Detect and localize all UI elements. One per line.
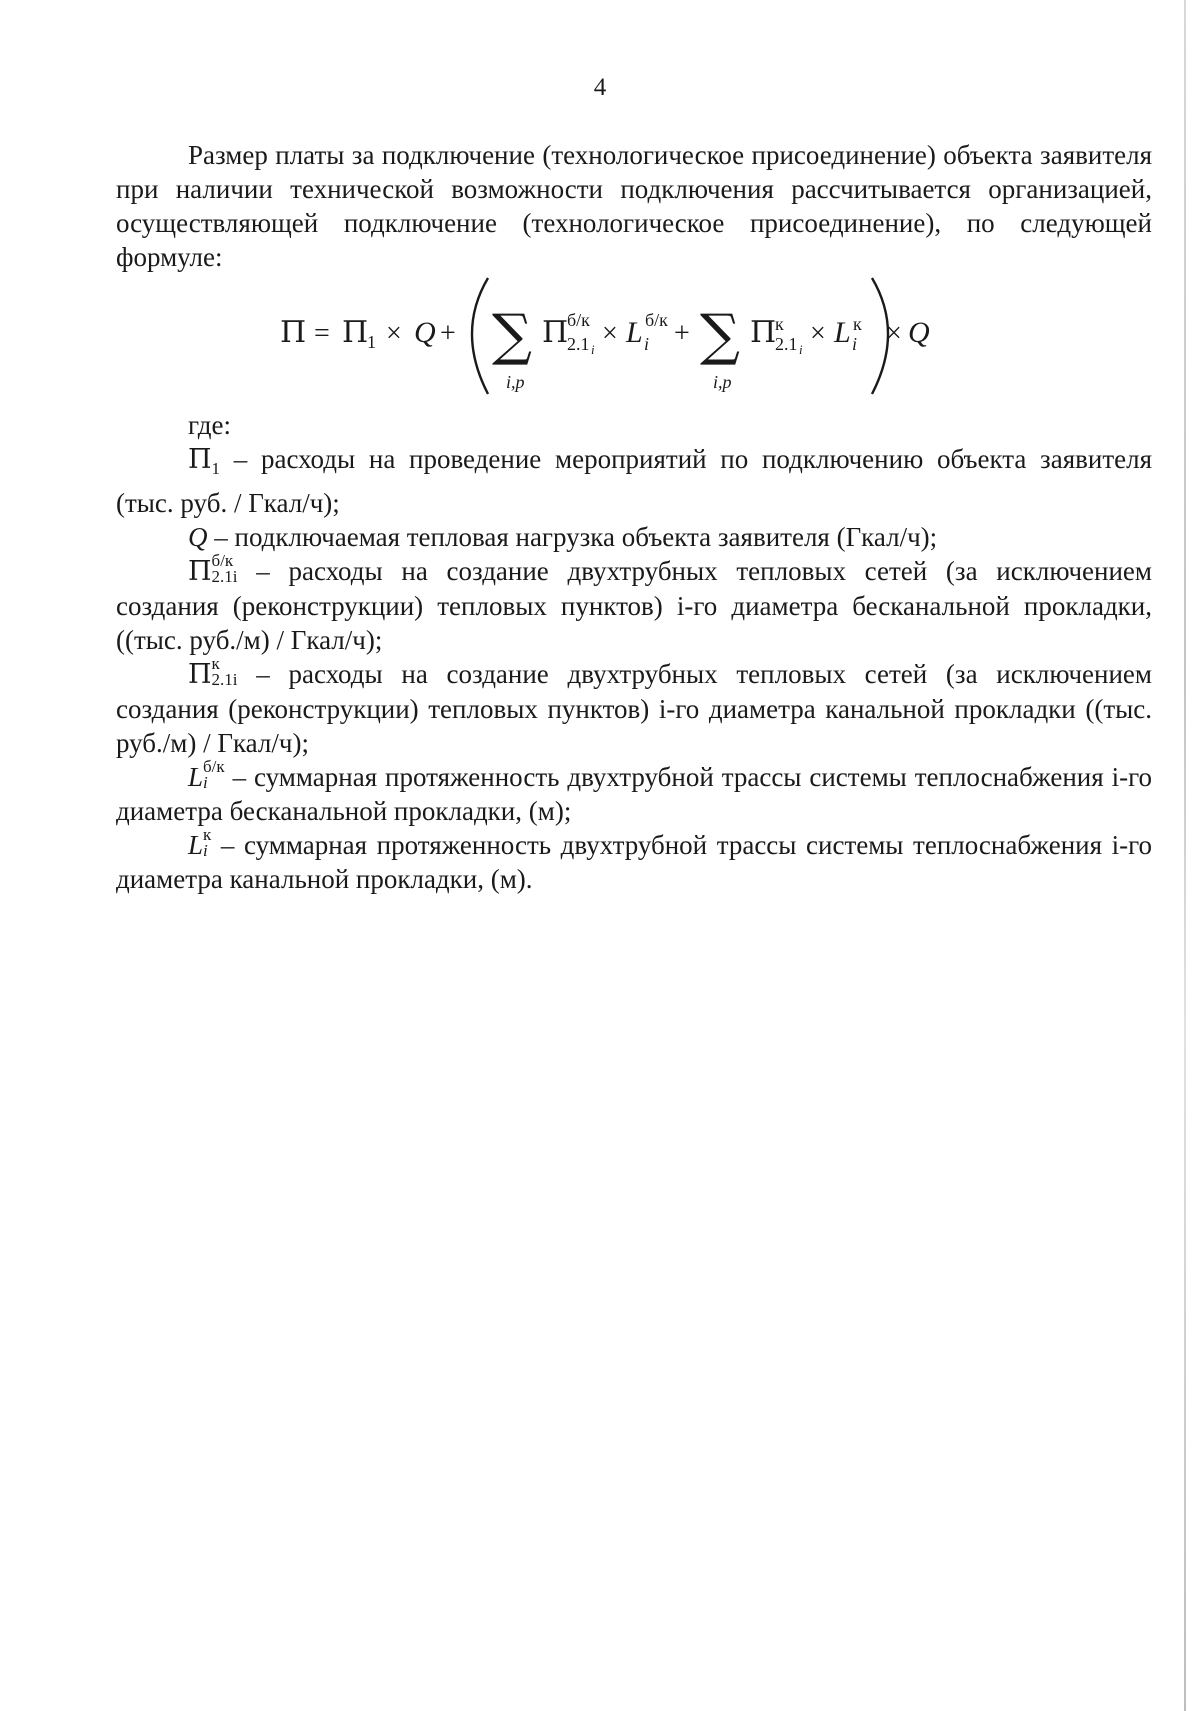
definition-li-bk <box>116 756 1152 828</box>
formula-l-1-sub: i <box>644 334 650 354</box>
definition-p21-bk-supsub <box>211 550 238 586</box>
definition-p21-k-symbol: П <box>188 659 212 690</box>
formula-times-4: × <box>886 318 902 349</box>
definition-p21-bk-sup: б/к <box>211 550 234 570</box>
formula-pi-2: П <box>750 315 777 350</box>
formula-times-2: × <box>602 318 618 349</box>
definition-p21-k-text: – расходы на создание двухтрубных тепловых сетей (за исключением создания (реконструкции) тепловых пунктов) i-го диаметра канальной прокладки ((тыс. руб./м) / Гкал/ч); <box>116 659 1152 758</box>
formula-pi-2-sub: 2.1 <box>775 334 798 354</box>
definition-li-bk-sup: б/к <box>203 756 225 776</box>
definition-li-bk-text: – суммарная протяженность двухтрубной трассы системы теплоснабжения i-го диаметра бесканальной прокладки, (м); <box>116 762 1152 826</box>
formula-eq: = <box>314 318 330 349</box>
definition-li-k-sub: i <box>203 840 208 860</box>
formula-pi-1: П <box>542 315 569 350</box>
definition-q <box>116 520 1152 554</box>
definition-q-symbol: Q <box>188 522 208 552</box>
definition-li-k-supsub <box>203 824 212 860</box>
where-label: где: <box>188 410 231 440</box>
definition-li-k-sup: к <box>203 824 212 844</box>
definition-li-bk-sub: i <box>203 772 208 792</box>
formula-block <box>116 276 1152 404</box>
formula-sum-2: ∑ <box>700 303 740 368</box>
formula-sum-1: ∑ <box>492 303 532 368</box>
definition-p21-bk-symbol: П <box>188 556 212 587</box>
formula-times-1: × <box>386 318 402 349</box>
formula-lhs: П <box>280 315 307 350</box>
definition-p21-k-sub: 2.1i <box>211 669 238 689</box>
definition-p1-text: – расходы на проведение мероприятий по подключению объекта заявителя (тыс. руб. / Гкал/ч); <box>116 444 1152 518</box>
formula-times-3: × <box>810 318 826 349</box>
definition-p21-k-supsub <box>211 653 238 689</box>
definition-li-k-symbol: L <box>188 830 204 860</box>
formula-pi-1-sub-i: i <box>591 342 595 357</box>
formula-term1-sub: 1 <box>367 332 376 352</box>
formula-l-1-sup: б/к <box>645 310 668 330</box>
definition-q-text: – подключаемая тепловая нагрузка объекта заявителя (Гкал/ч); <box>207 522 938 552</box>
definition-li-k-text: – суммарная протяженность двухтрубной трассы системы теплоснабжения i-го диаметра канальной прокладки, (м). <box>116 830 1152 894</box>
formula-l-2-sub: i <box>852 334 858 354</box>
formula-pi-1-sup: б/к <box>567 310 590 330</box>
definition-p1-symbol: П <box>188 444 212 475</box>
formula-left-paren <box>472 278 488 394</box>
formula-plus-2: + <box>674 318 690 349</box>
definition-p21-bk-text: – расходы на создание двухтрубных тепловых сетей (за исключением создания (реконструкции) тепловых пунктов) i-го диаметра бесканальной прокладки, ((тыс. руб./м) / Гкал/ч); <box>116 556 1152 655</box>
document-body <box>116 138 1152 896</box>
definition-li-k <box>116 824 1152 896</box>
fee-formula <box>280 276 930 404</box>
formula-plus-1: + <box>440 318 456 349</box>
formula-pi-2-sub-i: i <box>799 342 803 357</box>
formula-pi-1-sub: 2.1 <box>567 334 590 354</box>
definition-p1 <box>116 442 1152 520</box>
definition-p21-k <box>116 653 1152 760</box>
formula-q-2: Q <box>908 316 930 349</box>
formula-sum-2-index: i,p <box>713 372 732 392</box>
formula-sum-1-index: i,p <box>506 372 525 392</box>
formula-term1: П <box>342 315 369 350</box>
intro-paragraph: Размер платы за подключение (технологическое присоединение) объекта заявителя при наличии технической возможности подключения рассчитывается организацией, осуществляющей подключение (технологическое присоединение), по следующей формуле: <box>116 140 1152 272</box>
formula-l-2: L <box>834 316 851 349</box>
formula-q-1: Q <box>414 316 436 349</box>
definition-p21-k-sup: к <box>211 653 220 673</box>
definition-li-bk-supsub <box>203 756 225 792</box>
scan-edge-line <box>1184 0 1186 1711</box>
formula-l-2-sup: к <box>853 314 862 334</box>
definition-p21-bk-sub: 2.1i <box>211 566 238 586</box>
definition-p21-bk <box>116 550 1152 657</box>
formula-l-1: L <box>626 316 643 349</box>
page-number: 4 <box>593 74 607 101</box>
definition-li-bk-symbol: L <box>188 762 204 792</box>
definition-p1-sub: 1 <box>211 459 221 478</box>
formula-pi-2-sup: к <box>775 314 784 334</box>
